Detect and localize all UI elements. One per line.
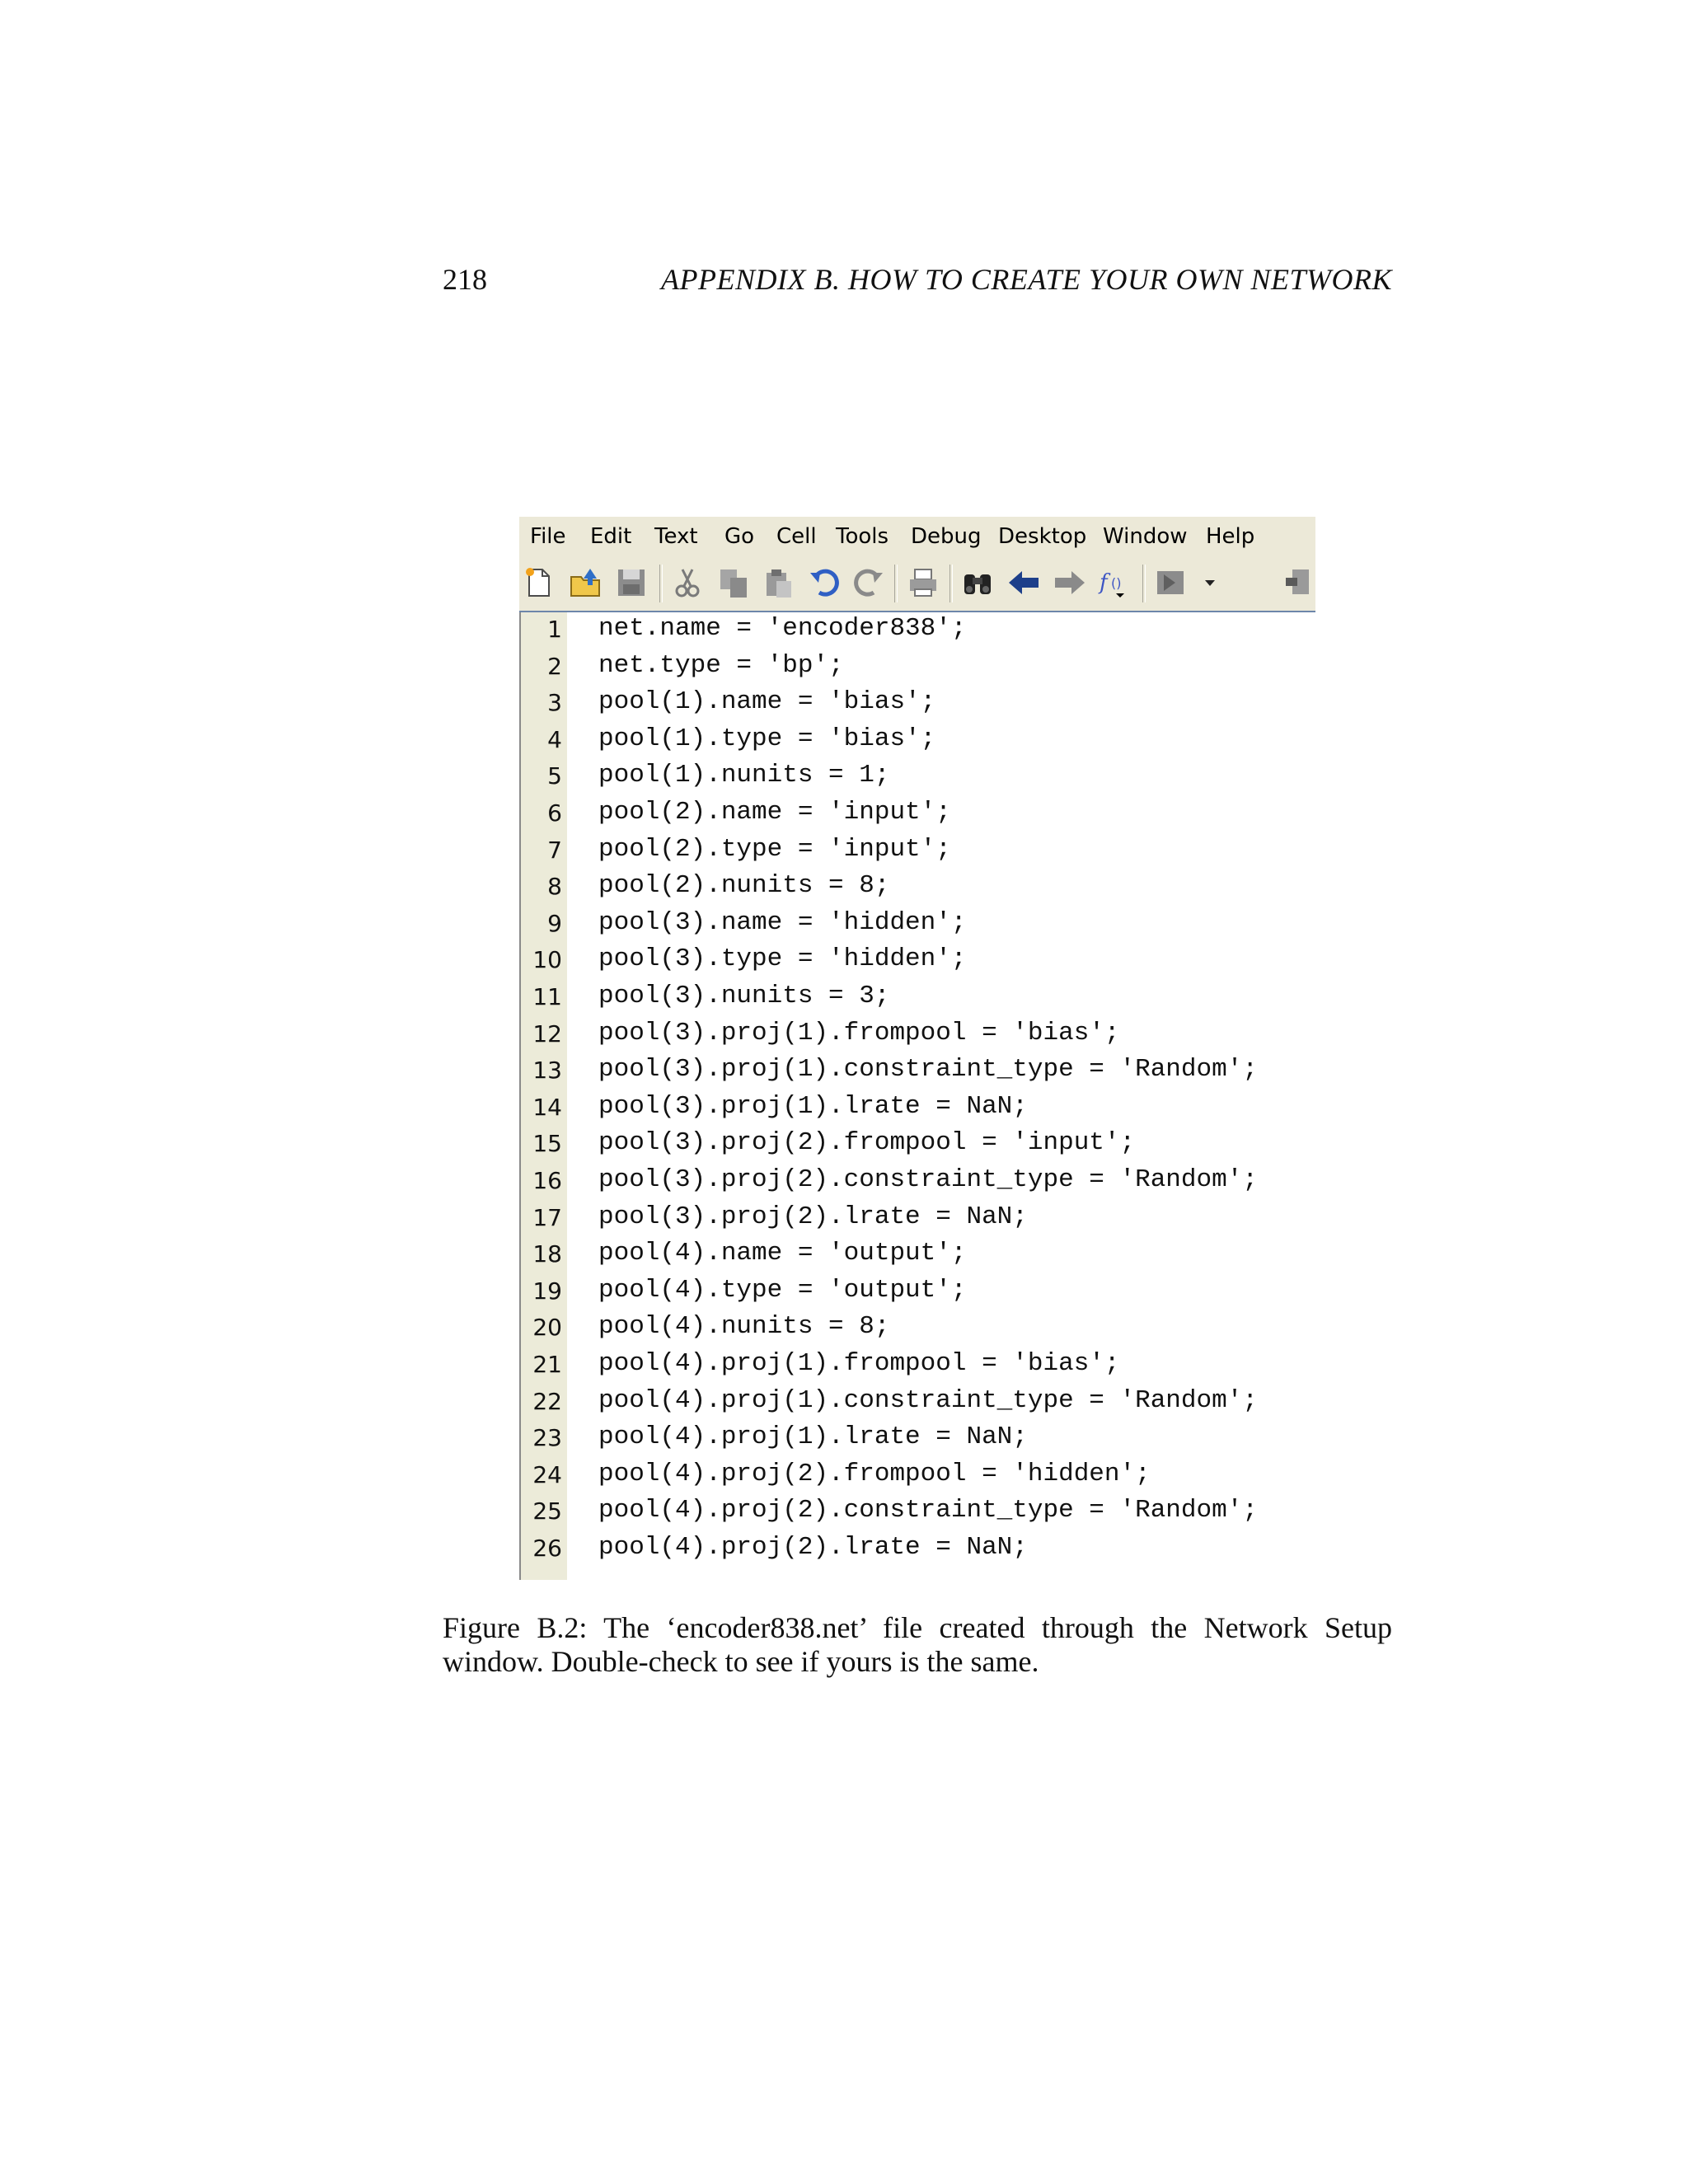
menu-cell[interactable]: Cell — [776, 524, 817, 549]
line-number: 21 — [532, 1351, 562, 1378]
line-code: pool(4).name = 'output'; — [598, 1239, 967, 1268]
line-code: pool(4).proj(1).constraint_type = 'Random'; — [598, 1385, 1258, 1415]
line-code: net.name = 'encoder838'; — [598, 614, 967, 643]
toolbar-separator — [1142, 565, 1146, 602]
line-number: 5 — [547, 762, 562, 790]
menu-debug[interactable]: Debug — [911, 524, 982, 549]
figure-caption: Figure B.2: The ‘encoder838.net’ file created through the Network Setup window. Double-check to see if yours is the same. — [443, 1611, 1392, 1678]
line-code: net.type = 'bp'; — [598, 650, 844, 680]
code-line — [547, 833, 1363, 869]
line-code: pool(1).name = 'bias'; — [598, 687, 936, 717]
dropdown-icon[interactable] — [1193, 566, 1226, 599]
menu-bar — [519, 517, 1315, 556]
page-number: 218 — [443, 263, 487, 296]
menu-file[interactable]: File — [530, 524, 566, 549]
toolbar-separator — [894, 565, 898, 602]
code-line — [547, 723, 1363, 759]
line-number: 16 — [532, 1167, 562, 1194]
line-code: pool(4).nunits = 8; — [598, 1312, 890, 1342]
line-code: pool(4).proj(2).lrate = NaN; — [598, 1533, 1028, 1562]
cut-icon[interactable] — [671, 566, 704, 599]
line-number: 9 — [547, 909, 562, 937]
print-icon[interactable] — [907, 566, 940, 599]
line-number: 1 — [547, 616, 562, 643]
line-code: pool(3).type = 'hidden'; — [598, 944, 967, 974]
find-icon[interactable] — [961, 566, 994, 599]
code-line — [547, 649, 1363, 686]
menu-desktop[interactable]: Desktop — [998, 524, 1087, 549]
code-line — [532, 980, 1363, 1016]
code-line — [532, 1053, 1363, 1090]
code-line — [532, 1494, 1363, 1530]
line-number: 20 — [532, 1314, 562, 1342]
line-code: pool(3).proj(1).constraint_type = 'Random'; — [598, 1055, 1258, 1085]
new-file-icon[interactable] — [523, 566, 556, 599]
line-code: pool(4).type = 'output'; — [598, 1275, 967, 1305]
line-number: 22 — [532, 1387, 562, 1415]
code-line — [532, 1127, 1363, 1163]
code-line — [532, 1017, 1363, 1053]
code-line — [532, 1237, 1363, 1273]
menu-tools[interactable]: Tools — [836, 524, 889, 549]
code-area[interactable] — [532, 612, 1315, 1580]
line-number: 12 — [532, 1019, 562, 1047]
toolbar-separator — [659, 565, 663, 602]
line-number: 26 — [532, 1535, 562, 1562]
code-line — [547, 907, 1363, 943]
menu-edit[interactable]: Edit — [590, 524, 632, 549]
paste-icon[interactable] — [762, 566, 795, 599]
line-code: pool(2).nunits = 8; — [598, 871, 890, 901]
line-code: pool(3).proj(2).lrate = NaN; — [598, 1202, 1028, 1231]
running-head — [443, 262, 1392, 303]
line-number: 10 — [532, 946, 562, 974]
line-code: pool(3).proj(1).frompool = 'bias'; — [598, 1018, 1120, 1047]
svg-text:(): () — [1111, 575, 1122, 591]
line-number: 18 — [532, 1240, 562, 1268]
line-number: 2 — [547, 652, 562, 680]
menu-go[interactable]: Go — [724, 524, 755, 549]
line-number: 7 — [547, 836, 562, 864]
editor-window-screenshot — [519, 517, 1315, 1580]
menu-window[interactable]: Window — [1103, 524, 1188, 549]
line-code: pool(2).name = 'input'; — [598, 798, 951, 827]
code-line — [547, 796, 1363, 832]
line-code: pool(4).proj(1).frompool = 'bias'; — [598, 1349, 1120, 1378]
line-code: pool(3).nunits = 3; — [598, 982, 890, 1010]
line-number: 19 — [532, 1277, 562, 1305]
toolbar-separator — [950, 565, 953, 602]
line-number: 15 — [532, 1130, 562, 1158]
line-code: pool(3).proj(1).lrate = NaN; — [598, 1091, 1028, 1121]
line-number: 8 — [547, 873, 562, 901]
code-line — [532, 1274, 1363, 1310]
code-line — [547, 612, 1363, 649]
code-line — [532, 1458, 1363, 1494]
function-icon[interactable] — [1098, 566, 1131, 599]
code-line — [547, 759, 1363, 795]
line-number: 14 — [532, 1093, 562, 1121]
run-icon[interactable] — [1154, 566, 1187, 599]
line-code: pool(4).proj(1).lrate = NaN; — [598, 1422, 1028, 1452]
code-line — [547, 686, 1363, 722]
code-line — [532, 943, 1363, 979]
line-number: 24 — [532, 1460, 562, 1488]
undo-icon[interactable] — [808, 566, 841, 599]
line-number: 25 — [532, 1497, 562, 1526]
toolbar — [519, 556, 1315, 612]
code-line — [532, 1347, 1363, 1384]
line-code: pool(2).type = 'input'; — [598, 834, 951, 864]
code-line — [532, 1531, 1363, 1568]
code-line — [547, 869, 1363, 906]
forward-arrow-icon[interactable] — [1053, 566, 1086, 599]
code-line — [532, 1385, 1363, 1421]
code-line — [532, 1310, 1363, 1347]
line-code: pool(3).proj(2).constraint_type = 'Random'; — [598, 1165, 1258, 1194]
line-number: 23 — [532, 1424, 562, 1452]
svg-text:f: f — [1100, 570, 1108, 595]
code-line — [532, 1421, 1363, 1457]
line-number: 11 — [532, 983, 562, 1010]
redo-icon[interactable] — [852, 566, 885, 599]
line-number: 13 — [532, 1057, 562, 1085]
line-code: pool(1).type = 'bias'; — [598, 724, 936, 753]
code-line — [532, 1090, 1363, 1127]
code-line — [532, 1201, 1363, 1237]
line-code: pool(4).proj(2).constraint_type = 'Random'; — [598, 1496, 1258, 1526]
line-number: 17 — [532, 1203, 562, 1231]
line-code: pool(3).name = 'hidden'; — [598, 907, 967, 937]
line-code: pool(1).nunits = 1; — [598, 761, 890, 790]
code-line — [532, 1164, 1363, 1200]
menu-help[interactable]: Help — [1206, 524, 1255, 549]
menu-text[interactable]: Text — [654, 524, 698, 549]
line-code: pool(4).proj(2).frompool = 'hidden'; — [598, 1459, 1151, 1488]
line-code: pool(3).proj(2).frompool = 'input'; — [598, 1128, 1136, 1158]
save-icon[interactable] — [615, 566, 648, 599]
running-title: APPENDIX B. HOW TO CREATE YOUR OWN NETWORK — [661, 263, 1392, 296]
line-number: 4 — [547, 725, 562, 753]
back-arrow-icon[interactable] — [1007, 566, 1040, 599]
stack-icon[interactable] — [1282, 566, 1315, 599]
copy-icon[interactable] — [717, 566, 750, 599]
line-number: 3 — [547, 689, 562, 717]
line-number: 6 — [547, 799, 562, 827]
open-folder-icon[interactable] — [569, 566, 602, 599]
